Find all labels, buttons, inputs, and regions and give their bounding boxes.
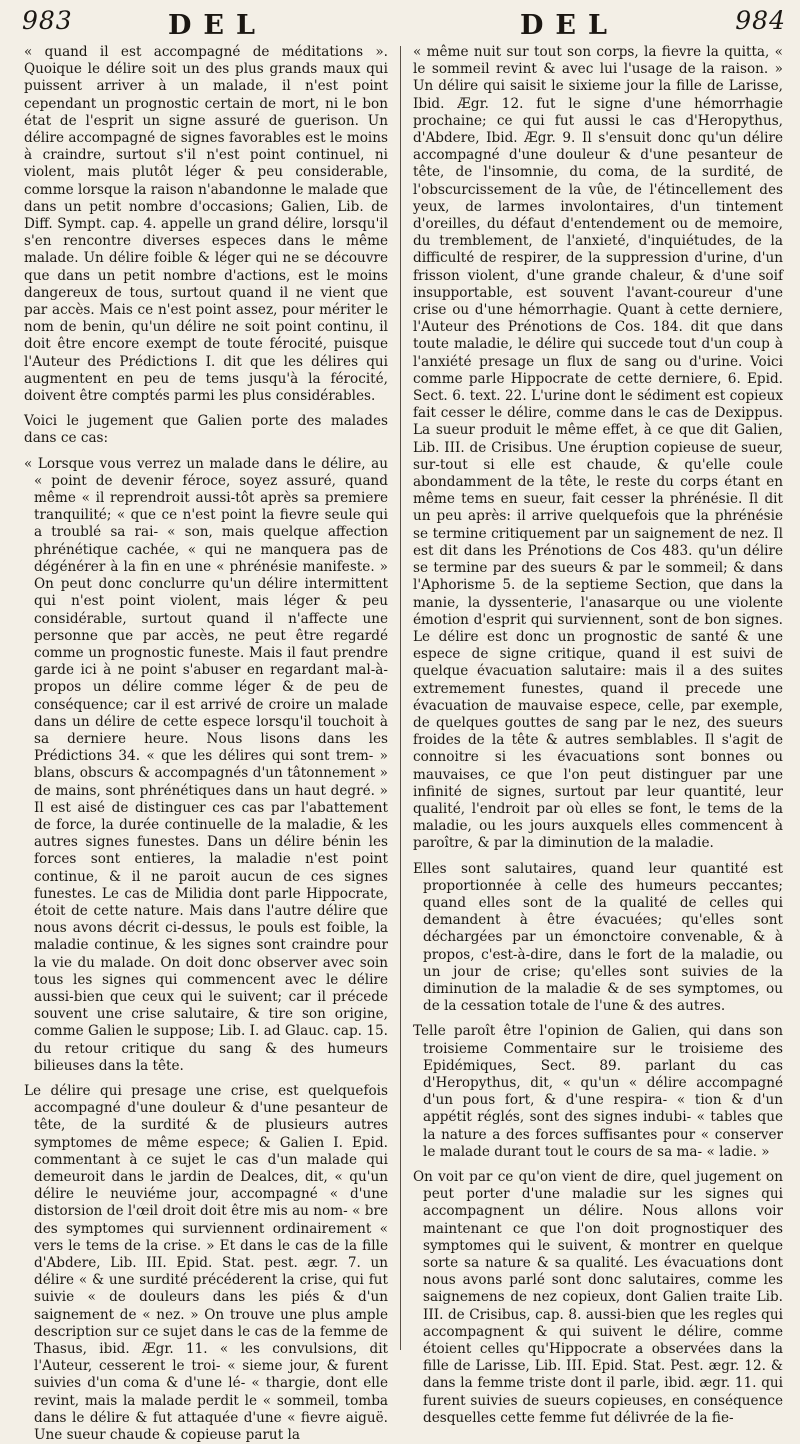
paragraph: Le délire qui presage une crise, est quelquefois accompagné d'une douleur & d'une pesanteur de tête, de la surdité & de plusieurs autres symptomes de même espece; & Galien I. Epid. commentant à ce sujet le cas d'un malade qui demeuroit dans le jardin de Dealces, dit, « qu'un délire le neuviéme jour, accompagné « d'une distorsion de l'œil droit doit être mis au nom- « bre des symptomes qui surviennent ordinairement « vers le tems de la crise. » Et dans le cas de la fille d'Abdere, Lib. III. Epid. Stat. pest. ægr. 7. un délire « & une surdité précéderent la crise, qui fut suivie « de douleurs dans les piés & d'un saignement de « nez. » On trouve une plus ample description sur ce sujet dans le cas de la femme de Thasus, ibid. Ægr. 11. « les convulsions, dit l'Auteur, cesserent le troi- « sieme jour, & furent suivies d'un coma & d'une lé- « thargie, dont elle revint, mais la malade perdit le « sommeil, tomba dans le délire & fut attaquée d'une « fievre aiguë. Une sueur chaude & copieuse parut la (24, 1082, 388, 1444)
column-divider (400, 46, 401, 1350)
left-text-column (24, 44, 388, 1444)
paragraph: « même nuit sur tout son corps, la fievre la quitta, « le sommeil revint & avec lui l'usage de la raison. » Un délire qui saisit le sixieme jour la fille de Larisse, Ibid. Ægr. 12. fut le signe d'une hémorrhagie prochaine; ce qui fut aussi le cas d'Heropythus, d'Abdere, Ibid. Ægr. 9. Il s'ensuit donc qu'un délire accompagné d'une douleur & d'une pesanteur de tête, de l'insomnie, du coma, de la surdité, de l'obscurcissement de la vûe, de l'étincellement des yeux, de larmes involontaires, d'un tintement d'oreilles, du défaut d'entendement ou de memoire, du tremblement, de l'anxieté, d'inquiétudes, de la difficulté de respirer, de la suppression d'urine, d'un frisson violent, d'une grande chaleur, & d'une soif insupportable, est souvent l'avant-coureur d'une crise ou d'une hémorrhagie. Quant à cette derniere, l'Auteur des Prénotions de Cos. 184. dit que dans toute maladie, le délire qui succede tout d'un coup à l'anxiété presage un flux de sang ou d'urine. Voici comme parle Hippocrate de cette derniere, 6. Epid. Sect. 6. text. 22. L'urine dont le sédiment est copieux fait cesser le délire, comme dans le cas de Dexippus. La sueur produit le même effet, à ce que dit Galien, Lib. III. de Crisibus. Une éruption copieuse de sueur, sur-tout si elle est chaude, & qu'elle coule abondamment de la tête, le reste du corps étant en même tems en sueur, fait cesser la phrénésie. Il dit un peu après: il arrive quelquefois que la phrénésie se termine critiquement par un saignement de nez. Il est dit dans les Prénotions de Cos 483. qu'un délire se termine par des sueurs & par le sommeil; & dans l'Aphorisme 5. de la septieme Section, que dans la manie, la dyssenterie, l'anasarque ou une violente émotion d'esprit qui surviennent, sont de bon signes. Le délire est donc un prognostic de santé & une espece de signe critique, quand il est suivi de quelque évacuation salutaire: mais il a des suites extremement funestes, quand il precede une évacuation de mauvaise espece, celle, par exemple, de quelques gouttes de sang par le nez, des sueurs froides de la tête & autres semblables. Il s'agit de connoitre si les évacuations sont bonnes ou mauvaises, ce que l'on peut distinguer par une infinité de signes, surtout par leur quantité, leur qualité, l'endroit par où elles se font, le tems de la maladie, ou les jours auxquels elles commencent à paroître, & par la diminution de la maladie. (413, 44, 783, 852)
paragraph: « quand il est accompagné de méditations ». Quoique le délire soit un des plus grands maux qui puissent arriver à un malade, il n'est point cependant un prognostic certain de mort, ni le bon état de l'esprit un signe assuré de guerison. Un délire accompagné de signes favorables est le moins à craindre, surtout s'il n'est point continuel, ni violent, mais plutôt léger & peu considerable, comme lorsque la raison n'abandonne le malade que dans un petit nombre d'occasions; Galien, Lib. de Diff. Sympt. cap. 4. appelle un grand délire, lorsqu'il s'en rencontre diverses especes dans le même malade. Un délire foible & léger qui ne se découvre que dans un petit nombre d'actions, est le moins dangereux de tous, surtout quand il ne vient que par accès. Mais ce n'est point assez, pour mériter le nom de benin, qu'un délire ne soit point continu, il doit être encore exempt de toute férocité, puisque l'Auteur des Prédictions I. dit que les délires qui augmentent en peu de tems jusqu'à la férocité, doivent être comptés parmi les plus considérables. (24, 44, 388, 405)
right-text-column (413, 44, 783, 1426)
left-running-title: DEL (168, 10, 267, 41)
paragraph: On voit par ce qu'on vient de dire, quel jugement on peut porter d'une maladie sur les signes qui accompagnent un délire. Nous allons voir maintenant ce que l'on doit prognostiquer des symptomes qui le suivent, & montrer en quelque sorte sa nature & sa qualité. Les évacuations dont nous avons parlé sont donc salutaires, comme les saignemens de nez copieux, dont Galien traite Lib. III. de Crisibus, cap. 8. aussi-bien que les regles qui accompagnent & qui suivent le délire, comme étoient celles qu'Hippocrate a observées dans la fille de Larisse, Lib. III. Epid. Stat. Pest. ægr. 12. & dans la femme triste dont il parle, ibid. ægr. 11. qui furent suivies de sueurs copieuses, en conséquence desquelles cette femme fut délivrée de la fie- (413, 1169, 783, 1426)
paragraph: Elles sont salutaires, quand leur quantité est proportionnée à celle des humeurs peccantes; quand elles sont de la qualité de celles qui demandent à être évacuées; qu'elles sont déchargées par un émonctoire convenable, & à propos, c'est-à-dire, dans le fort de la maladie, ou un jour de crise; qu'elles sont suivies de la diminution de la maladie & de ses symptomes, ou de la cessation totale de l'une & des autres. (413, 860, 783, 1015)
paragraph: Voici le jugement que Galien porte des malades dans ce cas: (24, 413, 388, 447)
paragraph: « Lorsque vous verrez un malade dans le délire, au « point de devenir féroce, soyez assuré, quand même « il reprendroit aussi-tôt après sa premiere tranquilité; « que ce n'est point la fievre seule qui a troublé sa rai- « son, mais quelque affection phrénétique cachée, « qui ne manquera pas de dégénérer à la fin en une « phrénésie manifeste. » On peut donc conclurre qu'un délire intermittent qui n'est point violent, mais léger & peu considérable, surtout quand il n'affecte une personne que par accès, ne peut être regardé comme un prognostic funeste. Mais il faut prendre garde ici à ne point s'abuser en regardant mal-à-propos un délire comme léger & de peu de conséquence; car il est arrivé de croire un malade dans un délire de cette espece lorsqu'il touchoit à sa derniere heure. Nous lisons dans les Prédictions 34. « que les délires qui sont trem- » blans, obscurs & accompagnés d'un tâtonnement » de mains, sont phrénétiques dans un haut degré. » Il est aisé de distinguer ces cas par l'abattement de force, la durée continuelle de la maladie, & les autres signes funestes. Dans un délire bénin les forces sont entieres, la maladie n'est point continue, & il ne paroit aucun de ces signes funestes. Le cas de Milidia dont parle Hippocrate, étoit de cette nature. Mais dans l'autre délire que nous avons décrit ci-dessus, le pouls est foible, la maladie continue, & les signes sont craindre pour la vie du malade. On doit donc observer avec soin tous les signes qui commencent avec le délire aussi-bien que ceux qui le suivent; car il précede souvent une crise salutaire, & tire son origine, comme Galien le suppose; Lib. I. ad Glauc. cap. 15. du retour critique du sang & des humeurs bilieuses dans la tête. (24, 455, 388, 1074)
left-page-number: 983 (22, 6, 73, 35)
paragraph: Telle paroît être l'opinion de Galien, qui dans son troisieme Commentaire sur le troisieme des Epidémiques, Sect. 89. parlant du cas d'Heropythus, dit, « qu'un « délire accompagné d'un pous fort, & d'une respira- « tion & d'un appétit réglés, sont des signes indubi- « tables que la nature a des forces suffisantes pour « conserver le malade durant tout le cours de sa ma- « ladie. » (413, 1023, 783, 1160)
right-running-title: DEL (520, 10, 619, 41)
right-page-number: 984 (735, 6, 786, 35)
